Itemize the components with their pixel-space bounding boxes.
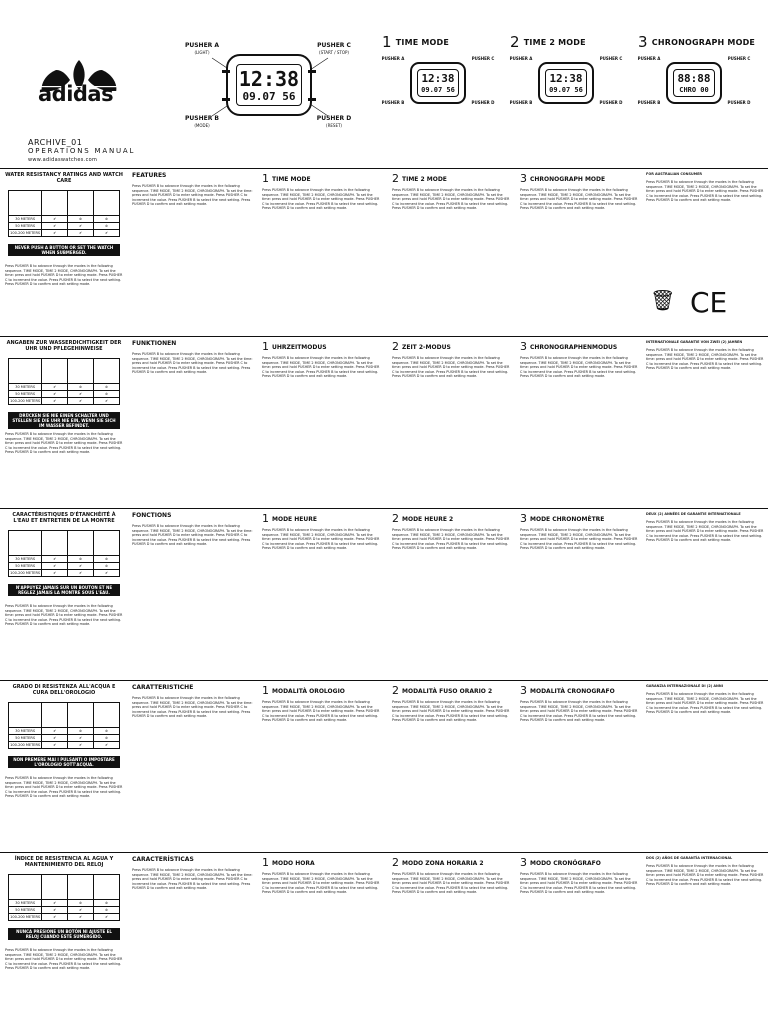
mode-1-section-heading [262,512,317,525]
wr-mark: ⊘ [94,556,120,563]
warranty-text: Press PUSHER B to advance through the modes in the following sequence. TIME MODE, TIME 2 MODE, CHRONOGRAPH. To set the time: press and hold PUSHER D to enter setting mode. Press PUSHER C to increment the value. Press PUSHER B to select the next setting. Press PUSHER D to confirm and exit setting mode. [646,692,764,715]
wr-mark: ✔ [68,391,94,398]
mode-number: 3 [520,512,527,525]
wr-mark: ⊘ [94,728,120,735]
mode-3-instructions: Press PUSHER B to advance through the modes in the following sequence. TIME MODE, TIME 2 MODE, CHRONOGRAPH. To set the time: press and hold PUSHER D to enter setting mode. Press PUSHER C to increment the value. Press PUSHER B to select the next setting. Press PUSHER D to confirm and exit setting mode. [520,188,638,211]
warranty-text: Press PUSHER B to advance through the modes in the following sequence. TIME MODE, TIME 2 MODE, CHRONOGRAPH. To set the time: press and hold PUSHER D to enter setting mode. Press PUSHER C to increment the value. Press PUSHER B to select the next setting. Press PUSHER D to confirm and exit setting mode. [646,180,764,203]
mode-number: 3 [520,172,527,185]
watch-care-text: Press PUSHER B to advance through the modes in the following sequence. TIME MODE, TIME 2 MODE, CHRONOGRAPH. To set the time: press and hold PUSHER D to enter setting mode. Press PUSHER C to increment the value. Press PUSHER B to select the next setting. Press PUSHER D to confirm and exit setting mode. [5,604,123,627]
wr-mark: ✔ [42,570,68,577]
wr-row-label: 30 METERS [9,216,42,223]
watch-care-text: Press PUSHER B to advance through the modes in the following sequence. TIME MODE, TIME 2 MODE, CHRONOGRAPH. To set the time: press and hold PUSHER D to enter setting mode. Press PUSHER C to increment the value. Press PUSHER B to select the next setting. Press PUSHER D to confirm and exit setting mode. [5,776,123,799]
watch-care-text: Press PUSHER B to advance through the modes in the following sequence. TIME MODE, TIME 2 MODE, CHRONOGRAPH. To set the time: press and hold PUSHER D to enter setting mode. Press PUSHER C to increment the value. Press PUSHER B to select the next setting. Press PUSHER D to confirm and exit setting mode. [5,948,123,971]
features-heading: CARATTERISTICHE [132,684,194,691]
mode-number: 3 [520,340,527,353]
warranty-text: Press PUSHER B to advance through the modes in the following sequence. TIME MODE, TIME 2 MODE, CHRONOGRAPH. To set the time: press and hold PUSHER D to enter setting mode. Press PUSHER C to increment the value. Press PUSHER B to select the next setting. Press PUSHER D to confirm and exit setting mode. [646,348,764,371]
mode-1-section-heading [262,340,327,353]
mode-number: 2 [392,340,399,353]
mode-2-heading: 2 TIME 2 MODE [510,33,586,51]
mode-3-section-heading [520,684,615,697]
wr-mark: ✔ [42,391,68,398]
mode-3-section-heading [520,512,604,525]
submerged-warning: NUNCA PRESIONE UN BOTÓN NI AJUSTE EL RELOJ CUANDO ESTÉ SUMERGIDO. [8,928,120,940]
wr-mark: ⊘ [68,556,94,563]
section-divider [0,852,768,853]
wr-mark: ⊘ [68,384,94,391]
submerged-warning: N'APPUYEZ JAMAIS SUR UN BOUTON ET NE RÉGLEZ JAMAIS LA MONTRE SOUS L'EAU. [8,584,120,596]
mode-number: 1 [262,172,269,185]
mode-1-heading: 1 TIME MODE [382,33,450,51]
pusher-b-label: PUSHER B (MODE) [185,115,219,128]
mode-title: MODO HORA [272,860,315,867]
water-resistance-title: ANGABEN ZUR WASSERDICHTIGKEIT DER UHR UND PFLEGEHINWEISE [6,340,122,352]
mode-title: UHRZEITMODUS [272,344,327,351]
document-title-block [28,138,135,165]
features-heading: FONCTIONS [132,512,172,519]
wr-mark: ⊘ [94,907,120,914]
wr-mark: ✔ [42,914,68,921]
manual-subtitle: OPERATIONS MANUAL [28,147,136,155]
warranty-text: Press PUSHER B to advance through the modes in the following sequence. TIME MODE, TIME 2 MODE, CHRONOGRAPH. To set the time: press and hold PUSHER D to enter setting mode. Press PUSHER C to increment the value. Press PUSHER B to select the next setting. Press PUSHER D to confirm and exit setting mode. [646,520,764,543]
wr-row-label: 50 METERS [9,907,42,914]
watch-care-text: Press PUSHER B to advance through the modes in the following sequence. TIME MODE, TIME 2 MODE, CHRONOGRAPH. To set the time: press and hold PUSHER D to enter setting mode. Press PUSHER C to increment the value. Press PUSHER B to select the next setting. Press PUSHER D to confirm and exit setting mode. [5,264,123,287]
wr-mark: ✔ [94,230,120,237]
wr-mark: ✔ [68,907,94,914]
features-heading: FUNKTIONEN [132,340,177,347]
features-text: Press PUSHER B to advance through the modes in the following sequence. TIME MODE, TIME 2 MODE, CHRONOGRAPH. To set the time: press and hold PUSHER D to enter setting mode. Press PUSHER C to increment the value. Press PUSHER B to select the next setting. Press PUSHER D to confirm and exit setting mode. [132,868,253,891]
wr-mark: ✔ [94,742,120,749]
section-divider [0,168,768,169]
warranty-heading: FOR AUSTRALIAN CONSUMER [646,172,703,176]
water-resistance-table [8,702,120,749]
mode-2-instructions: Press PUSHER B to advance through the modes in the following sequence. TIME MODE, TIME 2 MODE, CHRONOGRAPH. To set the time: press and hold PUSHER D to enter setting mode. Press PUSHER C to increment the value. Press PUSHER B to select the next setting. Press PUSHER D to confirm and exit setting mode. [392,872,510,895]
mode-number: 1 [262,340,269,353]
mode-2-section-heading [392,684,492,697]
mode-1-watch-big: 12:38 [421,72,455,85]
weee-bin-icon: 🗑 [650,288,676,312]
mode-3-instructions: Press PUSHER B to advance through the modes in the following sequence. TIME MODE, TIME 2 MODE, CHRONOGRAPH. To set the time: press and hold PUSHER D to enter setting mode. Press PUSHER C to increment the value. Press PUSHER B to select the next setting. Press PUSHER D to confirm and exit setting mode. [520,872,638,895]
section-divider [0,680,768,681]
pusher-d-label: PUSHER D (RESET) [316,115,352,128]
wr-row-label: 30 METERS [9,556,42,563]
wr-mark: ⊘ [68,728,94,735]
wr-mark: ✔ [42,216,68,223]
wr-row-label: 50 METERS [9,223,42,230]
submerged-warning: DRÜCKEN SIE NIE EINEN SCHALTER UND STELLEN SIE DIE UHR NIE EIN, WENN SIE SICH IM WASSER BEFINDET. [8,412,120,429]
mode-2-section-heading [392,340,451,353]
mode-number: 2 [392,172,399,185]
submerged-warning: NON PREMERE MAI I PULSANTI O IMPOSTARE L'OROLOGIO SOTT'ACQUA. [8,756,120,768]
features-text: Press PUSHER B to advance through the modes in the following sequence. TIME MODE, TIME 2 MODE, CHRONOGRAPH. To set the time: press and hold PUSHER D to enter setting mode. Press PUSHER C to increment the value. Press PUSHER B to select the next setting. Press PUSHER D to confirm and exit setting mode. [132,524,253,547]
wr-mark: ⊘ [94,391,120,398]
pusher-a-label: PUSHER A (LIGHT) [184,42,220,55]
wr-mark: ✔ [42,384,68,391]
wr-mark: ⊘ [94,216,120,223]
mode-1-section-heading [262,684,345,697]
warranty-text: Press PUSHER B to advance through the modes in the following sequence. TIME MODE, TIME 2 MODE, CHRONOGRAPH. To set the time: press and hold PUSHER D to enter setting mode. Press PUSHER C to increment the value. Press PUSHER B to select the next setting. Press PUSHER D to confirm and exit setting mode. [646,864,764,887]
mode-3-section-heading [520,340,617,353]
mode-2-watch-small: 09.07 56 [549,86,583,94]
mode-1-pusher-a: PUSHER A [381,56,405,61]
features-heading: FEATURES [132,172,167,179]
wr-mark: ✔ [94,570,120,577]
mode-title: MODALITÀ CRONOGRAFO [530,688,615,695]
mode-2-instructions: Press PUSHER B to advance through the modes in the following sequence. TIME MODE, TIME 2 MODE, CHRONOGRAPH. To set the time: press and hold PUSHER D to enter setting mode. Press PUSHER C to increment the value. Press PUSHER B to select the next setting. Press PUSHER D to confirm and exit setting mode. [392,528,510,551]
wr-mark: ✔ [68,914,94,921]
mode-2-instructions: Press PUSHER B to advance through the modes in the following sequence. TIME MODE, TIME 2 MODE, CHRONOGRAPH. To set the time: press and hold PUSHER D to enter setting mode. Press PUSHER C to increment the value. Press PUSHER B to select the next setting. Press PUSHER D to confirm and exit setting mode. [392,700,510,723]
mode-title: MODE HEURE 2 [402,516,454,523]
mode-3-watch-small: CHRO 00 [679,86,709,94]
mode-1-instructions: Press PUSHER B to advance through the modes in the following sequence. TIME MODE, TIME 2 MODE, CHRONOGRAPH. To set the time: press and hold PUSHER D to enter setting mode. Press PUSHER C to increment the value. Press PUSHER B to select the next setting. Press PUSHER D to confirm and exit setting mode. [262,872,380,895]
mode-1-section-heading [262,856,315,869]
wr-mark: ⊘ [94,384,120,391]
mode-2-section-heading [392,172,447,185]
water-resistance-title: GRADO DI RESISTENZA ALL'ACQUA E CURA DELL'OROLOGIO [12,684,116,696]
mode-3-pusher-c: PUSHER C [727,56,751,61]
wr-mark: ⊘ [94,223,120,230]
mode-title: MODALITÀ OROLOGIO [272,688,345,695]
mode-title: MODE HEURE [272,516,317,523]
wr-mark: ✔ [94,398,120,405]
water-resistance-table [8,358,120,405]
mode-number: 1 [262,512,269,525]
mode-number: 3 [520,684,527,697]
wr-mark: ⊘ [68,216,94,223]
wr-row-label: 50 METERS [9,563,42,570]
main-watch-face [226,54,312,116]
website-url: www.adidaswatches.com [28,157,98,163]
mode-title: ZEIT 2-MODUS [402,344,451,351]
wr-row-label: 30 METERS [9,384,42,391]
wr-mark: ✔ [42,900,68,907]
wr-mark: ⊘ [68,900,94,907]
wr-row-label: 100-200 METERS [10,231,41,235]
mode-2-watch-big: 12:38 [549,72,583,85]
warranty-heading: INTERNATIONALE GARANTIE VON ZWEI (2) JAHREN [646,340,743,344]
mode-title: MODO ZONA HORARIA 2 [402,860,484,867]
mode-2-instructions: Press PUSHER B to advance through the modes in the following sequence. TIME MODE, TIME 2 MODE, CHRONOGRAPH. To set the time: press and hold PUSHER D to enter setting mode. Press PUSHER C to increment the value. Press PUSHER B to select the next setting. Press PUSHER D to confirm and exit setting mode. [392,356,510,379]
mode-1-watch [410,62,466,104]
section-divider [0,336,768,337]
mode-1-instructions: Press PUSHER B to advance through the modes in the following sequence. TIME MODE, TIME 2 MODE, CHRONOGRAPH. To set the time: press and hold PUSHER D to enter setting mode. Press PUSHER C to increment the value. Press PUSHER B to select the next setting. Press PUSHER D to confirm and exit setting mode. [262,700,380,723]
wr-row-label: 100-200 METERS [10,915,41,919]
mode-title: CHRONOGRAPHENMODUS [530,344,618,351]
mode-3-instructions: Press PUSHER B to advance through the modes in the following sequence. TIME MODE, TIME 2 MODE, CHRONOGRAPH. To set the time: press and hold PUSHER D to enter setting mode. Press PUSHER C to increment the value. Press PUSHER B to select the next setting. Press PUSHER D to confirm and exit setting mode. [520,528,638,551]
mode-3-watch-big: 88:88 [677,72,711,85]
mode-1-section-heading [262,172,311,185]
section-divider [0,508,768,509]
mode-3-section-heading [520,172,605,185]
mode-2-pusher-d: PUSHER D [599,100,623,105]
mode-2-pusher-c: PUSHER C [599,56,623,61]
mode-3-instructions: Press PUSHER B to advance through the modes in the following sequence. TIME MODE, TIME 2 MODE, CHRONOGRAPH. To set the time: press and hold PUSHER D to enter setting mode. Press PUSHER C to increment the value. Press PUSHER B to select the next setting. Press PUSHER D to confirm and exit setting mode. [520,356,638,379]
wr-mark: ⊘ [94,563,120,570]
wr-mark: ✔ [42,230,68,237]
wr-mark: ✔ [68,223,94,230]
wr-row-label: 30 METERS [9,900,42,907]
water-resistance-table [8,530,120,577]
mode-3-pusher-a: PUSHER A [637,56,661,61]
mode-3-watch [666,62,722,104]
mode-1-instructions: Press PUSHER B to advance through the modes in the following sequence. TIME MODE, TIME 2 MODE, CHRONOGRAPH. To set the time: press and hold PUSHER D to enter setting mode. Press PUSHER C to increment the value. Press PUSHER B to select the next setting. Press PUSHER D to confirm and exit setting mode. [262,356,380,379]
mode-3-section-heading [520,856,601,869]
language-section [0,336,768,508]
mode-1-pusher-d: PUSHER D [471,100,495,105]
wr-mark: ⊘ [94,735,120,742]
water-resistance-table [8,190,120,237]
language-section [0,852,768,1020]
wr-mark: ✔ [42,728,68,735]
language-section [0,168,768,336]
wr-mark: ✔ [42,735,68,742]
features-heading: CARACTERÍSTICAS [132,856,194,863]
wr-mark: ⊘ [94,900,120,907]
mode-1-instructions: Press PUSHER B to advance through the modes in the following sequence. TIME MODE, TIME 2 MODE, CHRONOGRAPH. To set the time: press and hold PUSHER D to enter setting mode. Press PUSHER C to increment the value. Press PUSHER B to select the next setting. Press PUSHER D to confirm and exit setting mode. [262,528,380,551]
ce-mark: CE [690,286,728,319]
language-section [0,508,768,680]
wr-row-label: 100-200 METERS [10,571,41,575]
mode-title: MODALITÀ FUSO ORARIO 2 [402,688,493,695]
main-watch-date: 09.07 56 [242,90,296,103]
mode-1-pusher-c: PUSHER C [471,56,495,61]
wr-mark: ✔ [42,742,68,749]
wr-row-label: 100-200 METERS [10,743,41,747]
wr-row-label: 50 METERS [9,391,42,398]
mode-number: 2 [392,512,399,525]
mode-title: TIME MODE [272,176,311,183]
mode-3-pusher-d: PUSHER D [727,100,751,105]
wr-mark: ✔ [42,556,68,563]
mode-2-pusher-b: PUSHER B [509,100,533,105]
water-resistance-title: WATER RESISTANCY RATINGS AND WATCH CARE [5,172,123,184]
wr-mark: ✔ [68,742,94,749]
warranty-heading: DEUX (2) ANNÉES DE GARANTIE INTERNATIONALE [646,512,741,516]
mode-3-pusher-b: PUSHER B [637,100,661,105]
features-text: Press PUSHER B to advance through the modes in the following sequence. TIME MODE, TIME 2 MODE, CHRONOGRAPH. To set the time: press and hold PUSHER D to enter setting mode. Press PUSHER C to increment the value. Press PUSHER B to select the next setting. Press PUSHER D to confirm and exit setting mode. [132,696,253,719]
features-text: Press PUSHER B to advance through the modes in the following sequence. TIME MODE, TIME 2 MODE, CHRONOGRAPH. To set the time: press and hold PUSHER D to enter setting mode. Press PUSHER C to increment the value. Press PUSHER B to select the next setting. Press PUSHER D to confirm and exit setting mode. [132,352,253,375]
mode-2-section-heading [392,512,453,525]
water-resistance-table [8,874,120,921]
wr-mark: ✔ [94,914,120,921]
mode-3-heading: 3 CHRONOGRAPH MODE [638,33,756,51]
warranty-heading: DOS (2) AÑOS DE GARANTÍA INTERNACIONAL [646,856,733,860]
mode-1-instructions: Press PUSHER B to advance through the modes in the following sequence. TIME MODE, TIME 2 MODE, CHRONOGRAPH. To set the time: press and hold PUSHER D to enter setting mode. Press PUSHER C to increment the value. Press PUSHER B to select the next setting. Press PUSHER D to confirm and exit setting mode. [262,188,380,211]
mode-number: 1 [262,856,269,869]
brand-name: adidas [38,82,114,106]
features-text: Press PUSHER B to advance through the modes in the following sequence. TIME MODE, TIME 2 MODE, CHRONOGRAPH. To set the time: press and hold PUSHER D to enter setting mode. Press PUSHER C to increment the value. Press PUSHER B to select the next setting. Press PUSHER D to confirm and exit setting mode. [132,184,253,207]
wr-mark: ✔ [42,563,68,570]
wr-mark: ✔ [68,570,94,577]
mode-number: 2 [392,684,399,697]
wr-mark: ✔ [68,398,94,405]
wr-mark: ✔ [68,563,94,570]
wr-mark: ✔ [68,735,94,742]
mode-1-watch-small: 09.07 56 [421,86,455,94]
mode-2-pusher-a: PUSHER A [509,56,533,61]
mode-1-pusher-b: PUSHER B [381,100,405,105]
mode-number: 2 [392,856,399,869]
water-resistance-title: ÍNDICE DE RESISTENCIA AL AGUA Y MANTENIMIENTO DEL RELOJ [14,856,114,868]
mode-2-watch [538,62,594,104]
warranty-heading: GARANZIA INTERNAZIONALE DI (2) ANNI [646,684,723,688]
mode-number: 3 [520,856,527,869]
mode-2-instructions: Press PUSHER B to advance through the modes in the following sequence. TIME MODE, TIME 2 MODE, CHRONOGRAPH. To set the time: press and hold PUSHER D to enter setting mode. Press PUSHER C to increment the value. Press PUSHER B to select the next setting. Press PUSHER D to confirm and exit setting mode. [392,188,510,211]
wr-mark: ✔ [42,907,68,914]
mode-title: TIME 2 MODE [402,176,447,183]
wr-mark: ✔ [68,230,94,237]
main-watch-time: 12:38 [238,67,300,91]
model-name: ARCHIVE_01 [28,138,83,147]
wr-row-label: 30 METERS [9,728,42,735]
wr-row-label: 50 METERS [9,735,42,742]
mode-title: MODO CRONÓGRAFO [530,860,601,867]
mode-number: 1 [262,684,269,697]
wr-mark: ✔ [42,223,68,230]
pusher-c-label: PUSHER C (START / STOP) [317,42,351,55]
wr-mark: ✔ [42,398,68,405]
language-section [0,680,768,852]
mode-2-section-heading [392,856,484,869]
mode-title: CHRONOGRAPH MODE [530,176,606,183]
wr-row-label: 100-200 METERS [10,399,41,403]
watch-care-text: Press PUSHER B to advance through the modes in the following sequence. TIME MODE, TIME 2 MODE, CHRONOGRAPH. To set the time: press and hold PUSHER D to enter setting mode. Press PUSHER C to increment the value. Press PUSHER B to select the next setting. Press PUSHER D to confirm and exit setting mode. [5,432,123,455]
water-resistance-title: CARACTÉRISTIQUES D'ÉTANCHÉITÉ À L'EAU ET ENTRETIEN DE LA MONTRE [12,512,116,524]
mode-title: MODE CHRONOMÈTRE [530,516,605,523]
submerged-warning: NEVER PUSH A BUTTON OR SET THE WATCH WHEN SUBMERGED. [8,244,120,256]
mode-3-instructions: Press PUSHER B to advance through the modes in the following sequence. TIME MODE, TIME 2 MODE, CHRONOGRAPH. To set the time: press and hold PUSHER D to enter setting mode. Press PUSHER C to increment the value. Press PUSHER B to select the next setting. Press PUSHER D to confirm and exit setting mode. [520,700,638,723]
